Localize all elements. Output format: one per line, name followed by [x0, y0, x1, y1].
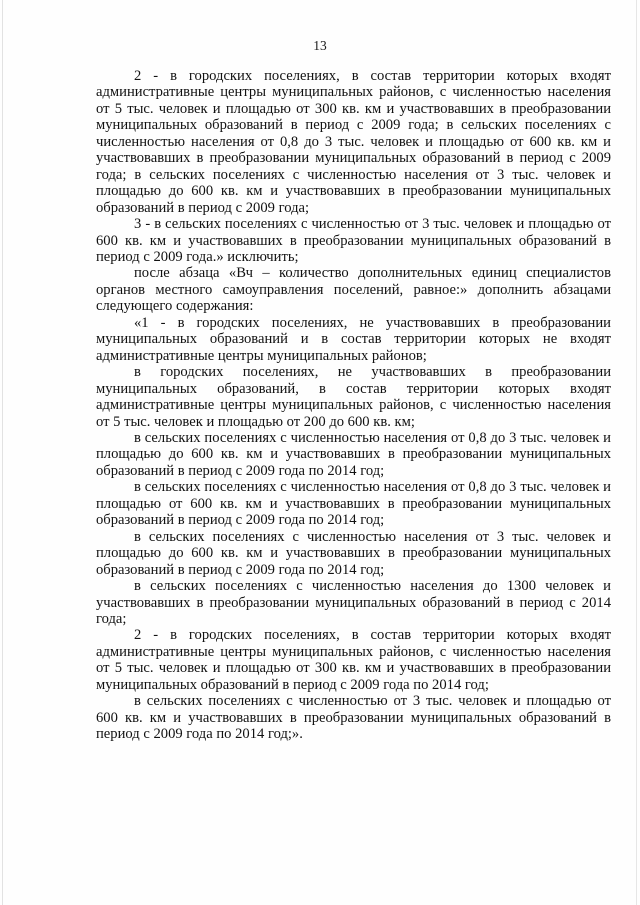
paragraph: в сельских поселениях с численностью населения от 0,8 до 3 тыс. человек и площадью от 600 кв. км и участвовавших в преобразовании муниципальных образований в период с 2009 года по 2014 год;: [96, 479, 611, 529]
scan-edge-left: [2, 0, 3, 905]
paragraph: в сельских поселениях с численностью от 3 тыс. человек и площадью от 600 кв. км и участвовавших в преобразовании муниципальных образований в период с 2009 года по 2014 год;».: [96, 693, 611, 743]
scan-edge-right: [636, 0, 637, 905]
paragraph: в сельских поселениях с численностью населения до 1300 человек и участвовавших в преобразовании муниципальных образований в период с 2014 года;: [96, 578, 611, 627]
paragraph: 2 - в городских поселениях, в состав территории которых входят административные центры муниципальных районов, с численностью населения от 5 тыс. человек и площадью от 300 кв. км и участвовавших в преобразовании муниципальных образований в период с 2009 года; в сельских поселениях с численностью населения от 0,8 до 3 тыс. человек и площадью от 600 кв. км и участвовавших в преобразовании муниципальных образований в период с 2009 года; в сельских поселениях с численностью населения от 3 тыс. человек и площадью до 600 кв. км и участвовавших в преобразовании муниципальных образований в период с 2009 года;: [96, 68, 611, 216]
paragraph: в сельских поселениях с численностью населения от 0,8 до 3 тыс. человек и площадью до 600 кв. км и участвовавших в преобразовании муниципальных образований в период с 2009 года по 2014 год;: [96, 429, 611, 479]
document-body: [96, 68, 611, 743]
paragraph: 2 - в городских поселениях, в состав территории которых входят административные центры муниципальных районов, с численностью населения от 5 тыс. человек и площадью от 300 кв. км и участвовавших в преобразовании муниципальных образований в период с 2009 года по 2014 год;: [96, 627, 611, 693]
paragraph: в городских поселениях, не участвовавших в преобразовании муниципальных образований, в состав территории которых входят административные центры муниципальных районов, с численностью населения от 5 тыс. человек и площадью от 200 до 600 кв. км;: [96, 364, 611, 430]
paragraph: после абзаца «Вч – количество дополнительных единиц специалистов органов местного самоуправления поселений, равное:» дополнить абзацами следующего содержания:: [96, 265, 611, 315]
paragraph: в сельских поселениях с численностью населения от 3 тыс. человек и площадью до 600 кв. км и участвовавших в преобразовании муниципальных образований в период с 2009 года по 2014 год;: [96, 528, 611, 578]
paragraph: 3 - в сельских поселениях с численностью от 3 тыс. человек и площадью от 600 кв. км и участвовавших в преобразовании муниципальных образований в период с 2009 года.» исключить;: [96, 216, 611, 265]
page-number: 13: [313, 38, 327, 53]
paragraph: «1 - в городских поселениях, не участвовавших в преобразовании муниципальных образований и в состав территории которых не входят административные центры муниципальных районов;: [96, 314, 611, 364]
